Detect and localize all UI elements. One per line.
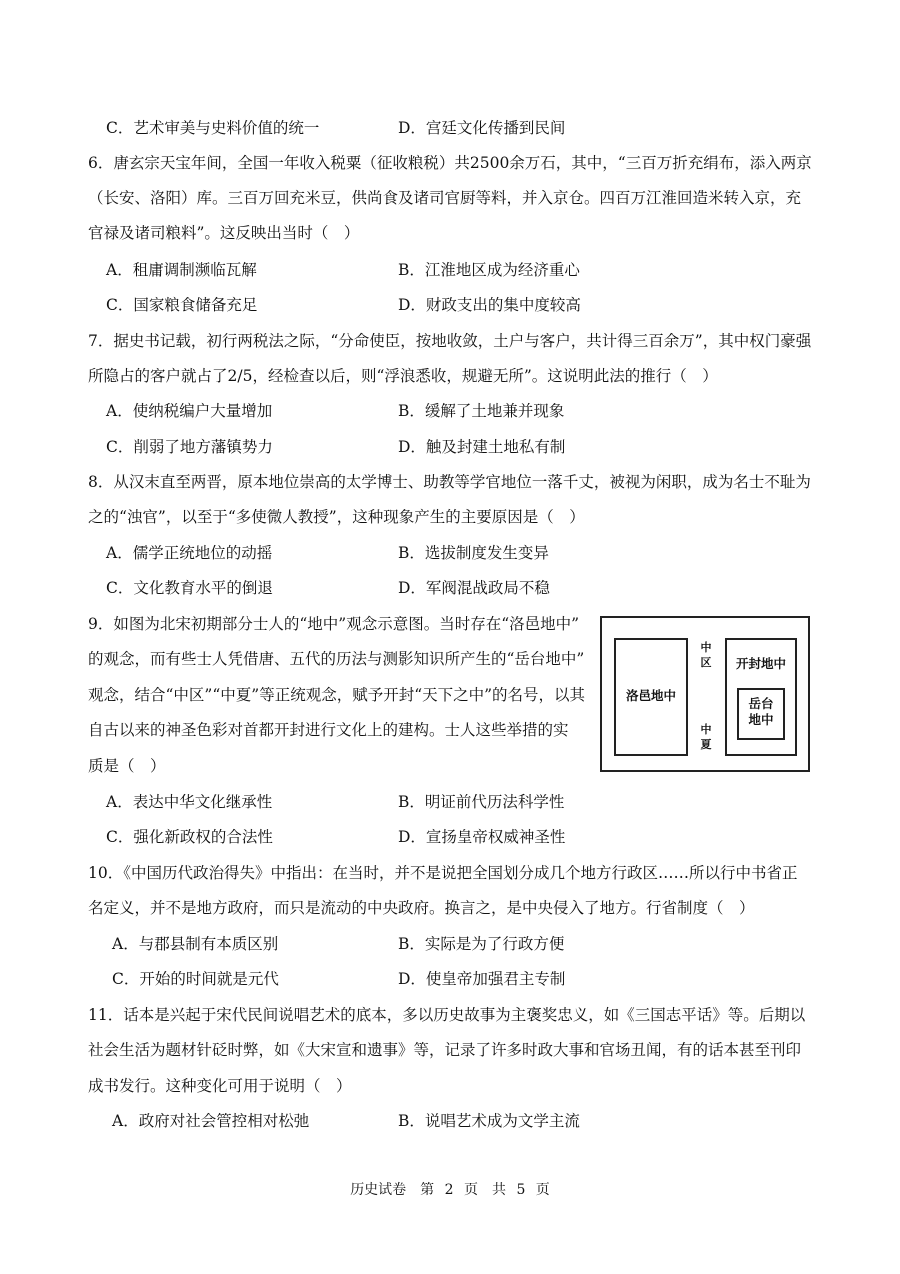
q9-option-a: A．表达中华文化继承性: [106, 793, 273, 811]
q6-option-b: B．江淮地区成为经济重心: [398, 261, 580, 279]
zhongqu-label: [699, 640, 713, 670]
q11-stem-line-1: 11．话本是兴起于宋代民间说唱艺术的底本，多以历史故事为主褒奖忠义，如《三国志平话》等。后期以: [88, 1006, 806, 1024]
q9-stem-line-2: 的观念，而有些士人凭借唐、五代的历法与测影知识所产生的“岳台地中”: [88, 650, 585, 668]
q5-option-d: D．宫廷文化传播到民间: [398, 119, 566, 137]
zhongqu-char-2: 区: [700, 656, 712, 669]
q7-option-a: A．使纳税编户大量增加: [106, 402, 273, 420]
yuetai-label-1: 岳台: [748, 696, 774, 711]
q9-option-b: B．明证前代历法科学性: [398, 793, 565, 811]
q8-stem-line-1: 8．从汉末直至两晋，原本地位崇高的太学博士、助教等学官地位一落千丈，被视为闲职，成为名士不耻为: [88, 473, 811, 491]
q6-option-a: A．租庸调制濒临瓦解: [106, 261, 257, 279]
q10-stem-line-1: 10．《中国历代政治得失》中指出：在当时，并不是说把全国划分成几个地方行政区……所以行中书省正: [88, 864, 798, 882]
q10-option-b: B．实际是为了行政方便: [398, 935, 565, 953]
q5-option-c: C．艺术审美与史料价值的统一: [106, 119, 320, 137]
zhongqu-char-1: 中: [700, 641, 712, 654]
q8-option-c: C．文化教育水平的倒退: [106, 579, 273, 597]
q8-option-d: D．军阀混战政局不稳: [398, 579, 550, 597]
q6-stem-line-1: 6．唐玄宗天宝年间，全国一年收入税粟（征收粮税）共2500余万石，其中，“三百万折充绢布，添入两京: [88, 154, 812, 172]
q9-option-d: D．宣扬皇帝权威神圣性: [398, 828, 566, 846]
q6-stem-line-2: （长安、洛阳）库。三百万回充米豆，供尚食及诸司官厨等料，并入京仓。四百万江淮回造米转入京，充: [88, 189, 802, 207]
yuetai-dizhong-box: [737, 688, 785, 740]
luoyi-dizhong-label: 洛邑地中: [625, 688, 676, 703]
q10-stem-line-2: 名定义，并不是地方政府，而只是流动的中央政府。换言之，是中央侵入了地方。行省制度（ ）: [88, 899, 755, 917]
q8-stem-line-2: 之的“浊官”，以至于“多使微人教授”，这种现象产生的主要原因是（ ）: [88, 508, 585, 526]
q9-stem-line-1: 9．如图为北宋初期部分士人的“地中”观念示意图。当时存在“洛邑地中”: [88, 615, 580, 633]
q7-option-c: C．削弱了地方藩镇势力: [106, 438, 273, 456]
q11-option-b: B．说唱艺术成为文学主流: [398, 1112, 580, 1130]
q8-option-a: A．儒学正统地位的动摇: [106, 544, 273, 562]
q11-stem-line-2: 社会生活为题材针砭时弊，如《大宋宣和遗事》等，记录了许多时政大事和官场丑闻，有的话本甚至刊印: [88, 1041, 802, 1059]
q8-option-b: B．选拔制度发生变异: [398, 544, 549, 562]
q11-stem-line-3: 成书发行。这种变化可用于说明（ ）: [88, 1077, 352, 1095]
kaifeng-dizhong-box: [725, 638, 797, 756]
q6-stem-line-3: 官禄及诸司粮料”。这反映出当时（ ）: [88, 224, 360, 242]
zhongxia-char-2: 夏: [700, 738, 712, 751]
q9-dizhong-diagram: [600, 616, 810, 772]
q9-option-c: C．强化新政权的合法性: [106, 828, 273, 846]
q6-option-c: C．国家粮食储备充足: [106, 296, 258, 314]
page-footer: 历史试卷 第 2 页 共 5 页: [350, 1182, 550, 1198]
luoyi-dizhong-box: [614, 638, 688, 756]
q7-option-d: D．触及封建土地私有制: [398, 438, 566, 456]
zhongxia-char-1: 中: [700, 723, 712, 736]
q6-option-d: D．财政支出的集中度较高: [398, 296, 581, 314]
zhongxia-label: [699, 722, 713, 752]
q11-option-a: A．政府对社会管控相对松弛: [112, 1112, 310, 1130]
q10-option-d: D．使皇帝加强君主专制: [398, 970, 566, 988]
q10-option-a: A．与郡县制有本质区别: [112, 935, 279, 953]
q9-stem-line-4: 自古以来的神圣色彩对首都开封进行文化上的建构。士人这些举措的实: [88, 721, 569, 739]
q10-option-c: C．开始的时间就是元代: [112, 970, 279, 988]
q9-stem-line-3: 观念，结合“中区”“中夏”等正统观念，赋予开封“天下之中”的名号，以其: [88, 686, 586, 704]
q7-option-b: B．缓解了土地兼并现象: [398, 402, 565, 420]
kaifeng-dizhong-label: 开封地中: [735, 656, 786, 671]
yuetai-label-2: 地中: [748, 712, 774, 727]
q7-stem-line-1: 7．据史书记载，初行两税法之际，“分命使臣，按地收敛，土户与客户，共计得三百余万”，其中权门豪强: [88, 332, 812, 350]
q9-stem-line-5: 质是（ ）: [88, 757, 166, 775]
q7-stem-line-2: 所隐占的客户就占了2/5，经检查以后，则“浮浪悉收，规避无所”。这说明此法的推行（ ）: [88, 367, 718, 385]
